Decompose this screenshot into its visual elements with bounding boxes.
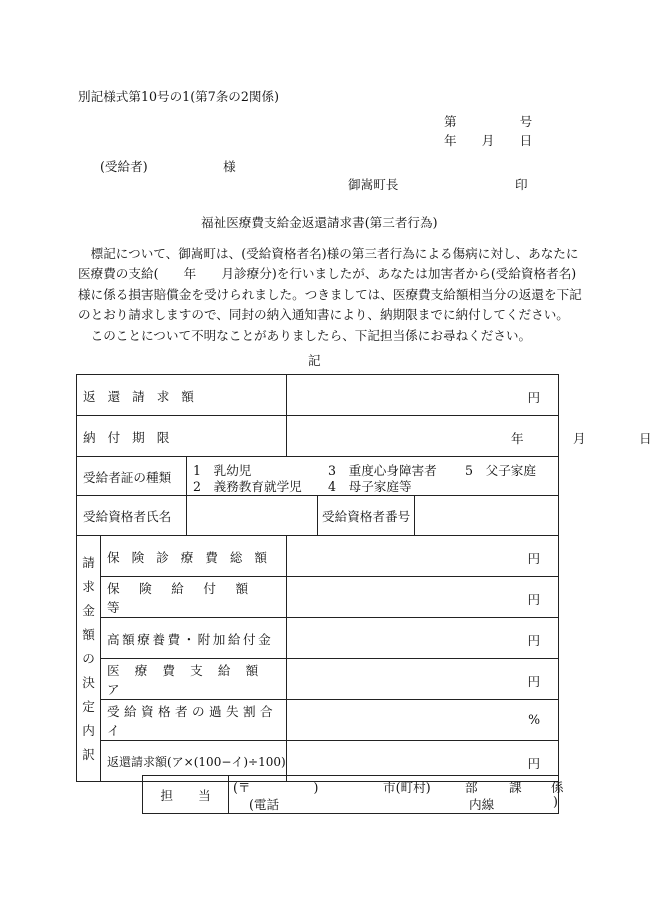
- breakdown-label-char: 求: [82, 578, 95, 594]
- recipient-name-field[interactable]: [187, 496, 318, 536]
- cert-type-option: 2 義務教育就学児: [193, 479, 302, 494]
- breakdown-label-char: 訳: [82, 746, 95, 762]
- breakdown-label-char: 額: [82, 626, 95, 642]
- breakdown-unit: 円: [527, 633, 541, 648]
- breakdown-item-label: 保険診療費総額: [107, 549, 279, 565]
- cert-type-row: [77, 457, 559, 496]
- breakdown-row: [77, 700, 559, 741]
- body-line: 様に係る損害賠償金を受けられました。つきましては、医療費支給額相当分の返還を下記: [78, 286, 582, 302]
- contact-dept: 部: [465, 780, 478, 795]
- contact-section: 課: [509, 780, 522, 795]
- due-year-label: 年: [511, 431, 524, 446]
- postal-code: (〒 ): [233, 780, 319, 795]
- breakdown-value-field[interactable]: [287, 577, 559, 618]
- cert-type-option: 3 重度心身障害者: [328, 463, 437, 478]
- breakdown-row: [77, 618, 559, 659]
- claim-table: [76, 374, 652, 782]
- body-line: このことについて不明なことがありましたら、下記担当係にお尋ねください。: [78, 327, 532, 343]
- yen-unit: 円: [527, 390, 541, 405]
- breakdown-unit: 円: [527, 674, 541, 689]
- ki-marker: 記: [308, 353, 321, 368]
- contact-extension: 内線: [469, 797, 495, 812]
- due-date-label: 納付期限: [83, 429, 182, 445]
- contact-phone: (電話: [249, 797, 280, 812]
- breakdown-row: [77, 536, 559, 577]
- breakdown-item-label: 受給資格者の過失割合イ: [107, 704, 278, 738]
- breakdown-item-label: 高額療養費・附加給付金: [107, 631, 274, 647]
- breakdown-value-field[interactable]: [287, 618, 559, 659]
- refund-amount-field[interactable]: [287, 375, 559, 416]
- recipient-line: (受給者) 様: [100, 159, 236, 174]
- form-identifier: 別記様式第10号の1(第7条の2関係): [78, 89, 280, 104]
- body-line: のとおり請求しますので、同封の納入通知書により、納期限までに納付してください。: [78, 307, 569, 323]
- breakdown-label-char: 請: [82, 554, 95, 570]
- breakdown-item-label: 医療費支給額ア: [107, 663, 274, 697]
- cert-type-option: 5 父子家庭: [465, 463, 536, 478]
- breakdown-label: [77, 536, 101, 782]
- cert-type-option: 4 母子家庭等: [328, 479, 412, 494]
- document-title: 福祉医療費支給金返還請求書(第三者行為): [201, 215, 438, 230]
- contact-close-paren: ): [553, 794, 558, 809]
- contact-label: 担 当: [143, 776, 229, 814]
- contact-table: [142, 775, 564, 814]
- breakdown-item-label: 返還請求額(ア×(100−イ)÷100): [107, 754, 286, 769]
- recipient-name-label: 受給資格者氏名: [77, 496, 187, 536]
- recipient-number-label: 受給資格者番号: [318, 496, 415, 536]
- breakdown-row: [77, 577, 559, 618]
- breakdown-label-char: の: [82, 650, 95, 666]
- issuer-seal: 印: [515, 177, 528, 192]
- refund-amount-label: 返還請求額: [83, 388, 206, 404]
- cert-type-option: 1 乳幼児: [193, 463, 252, 478]
- contact-details: [229, 776, 564, 814]
- cert-type-options: [187, 457, 559, 496]
- breakdown-label-char: 金: [82, 602, 95, 618]
- body-line: 医療費の支給( 年 月診療分)を行いましたが、あなたは加害者から(受給資格者名): [78, 266, 577, 282]
- breakdown-unit: 円: [527, 756, 541, 771]
- due-day-label: 日: [639, 431, 652, 446]
- breakdown-value-field[interactable]: [287, 659, 559, 700]
- breakdown-unit: %: [528, 712, 541, 727]
- breakdown-unit: 円: [527, 592, 541, 607]
- due-date-field[interactable]: [287, 416, 652, 457]
- breakdown-label-char: 内: [82, 722, 95, 738]
- body-paragraph: [78, 244, 582, 346]
- document-date-label: 年 月 日: [444, 133, 533, 148]
- breakdown-value-field[interactable]: [287, 536, 559, 577]
- body-line: 標記について、御嵩町は、(受給資格者名)様の第三者行為による傷病に対し、あなたに: [78, 246, 579, 261]
- recipient-row: [77, 496, 559, 536]
- recipient-number-field[interactable]: [415, 496, 559, 536]
- contact-city: 市(町村): [383, 780, 431, 795]
- breakdown-label-char: 決: [82, 674, 95, 690]
- due-month-label: 月: [573, 431, 586, 446]
- breakdown-row: [77, 659, 559, 700]
- issuer-name: 御嵩町長: [348, 177, 399, 192]
- contact-unit: 係: [551, 780, 564, 795]
- refund-amount-row: [77, 375, 559, 416]
- breakdown-unit: 円: [527, 551, 541, 566]
- cert-type-label: 受給者証の種類: [77, 457, 187, 496]
- document-number-label: 第 号: [444, 114, 533, 129]
- breakdown-item-label: 保険給付額等: [107, 581, 268, 615]
- due-date-row: [77, 416, 559, 457]
- breakdown-label-char: 定: [82, 698, 95, 714]
- breakdown-value-field[interactable]: [287, 700, 559, 741]
